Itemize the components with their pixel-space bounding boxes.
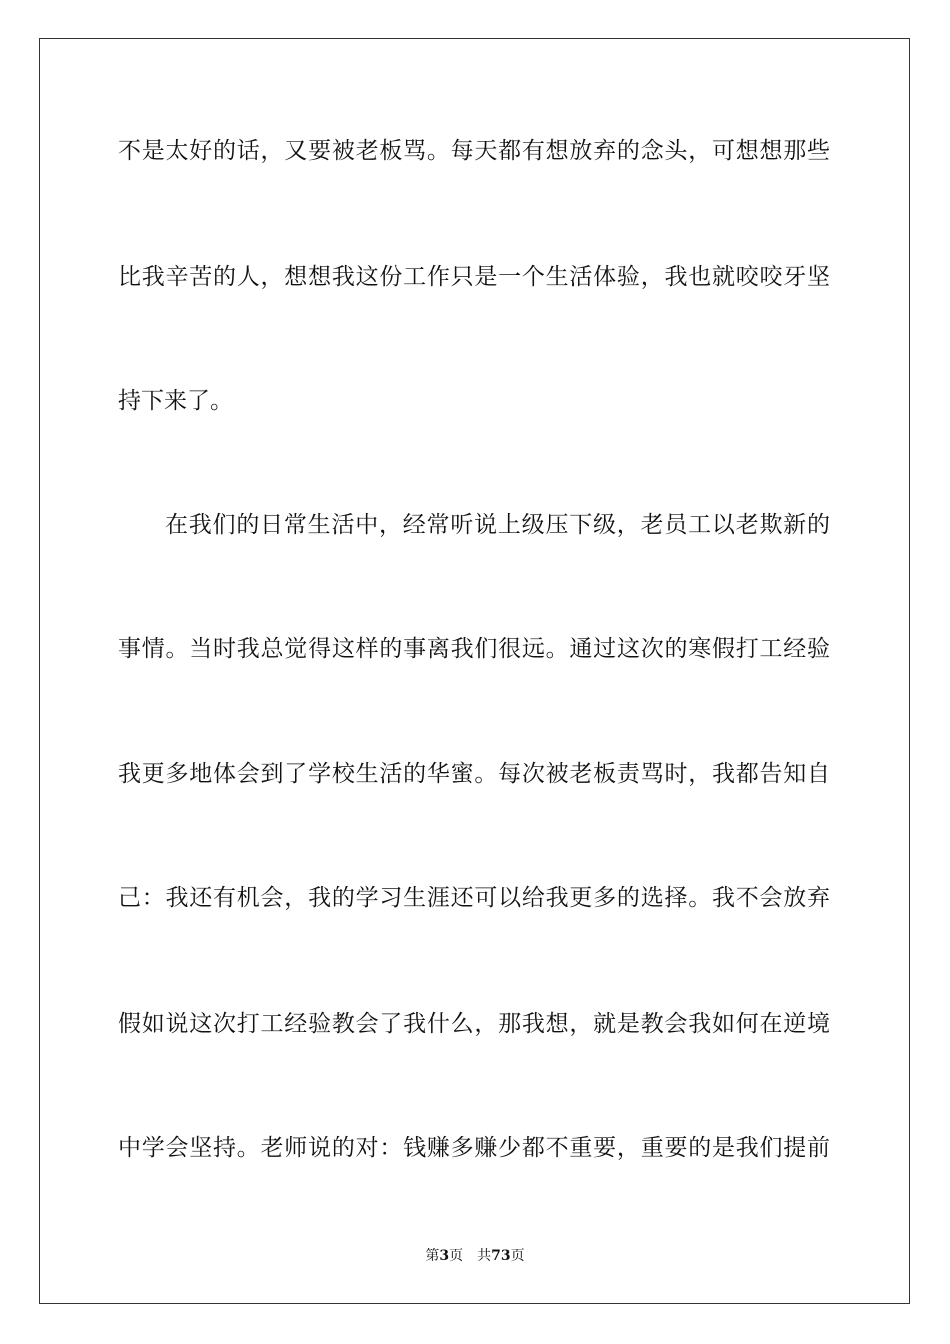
text-line-8: 假如说这次打工经验教会了我什么，那我想，就是教会我如何在逆境 — [118, 1011, 830, 1037]
total-prefix: 共 — [477, 1248, 492, 1264]
page-prefix: 第 — [425, 1248, 440, 1264]
text-line-7: 己：我还有机会，我的学习生涯还可以给我更多的选择。我不会放弃 — [118, 885, 830, 911]
page-number: 3 — [439, 1248, 450, 1264]
text-line-4: 在我们的日常生活中，经常听说上级压下级，老员工以老欺新的 — [165, 512, 830, 538]
text-line-2: 比我辛苦的人，想想我这份工作只是一个生活体验，我也就咬咬牙坚 — [118, 264, 830, 290]
text-line-3: 持下来了。 — [118, 388, 233, 414]
text-line-6: 我更多地体会到了学校生活的华蜜。每次被老板责骂时，我都告知自 — [118, 761, 830, 787]
page-border — [39, 38, 910, 1304]
text-line-9: 中学会坚持。老师说的对：钱赚多赚少都不重要，重要的是我们提前 — [118, 1135, 830, 1161]
page-footer — [0, 1246, 950, 1266]
page-suffix: 页 — [449, 1248, 464, 1264]
text-line-5: 事情。当时我总觉得这样的事离我们很远。通过这次的寒假打工经验 — [118, 636, 830, 662]
total-suffix: 页 — [510, 1248, 525, 1264]
total-pages: 73 — [491, 1248, 511, 1264]
text-line-1: 不是太好的话，又要被老板骂。每天都有想放弃的念头，可想想那些 — [118, 138, 830, 164]
